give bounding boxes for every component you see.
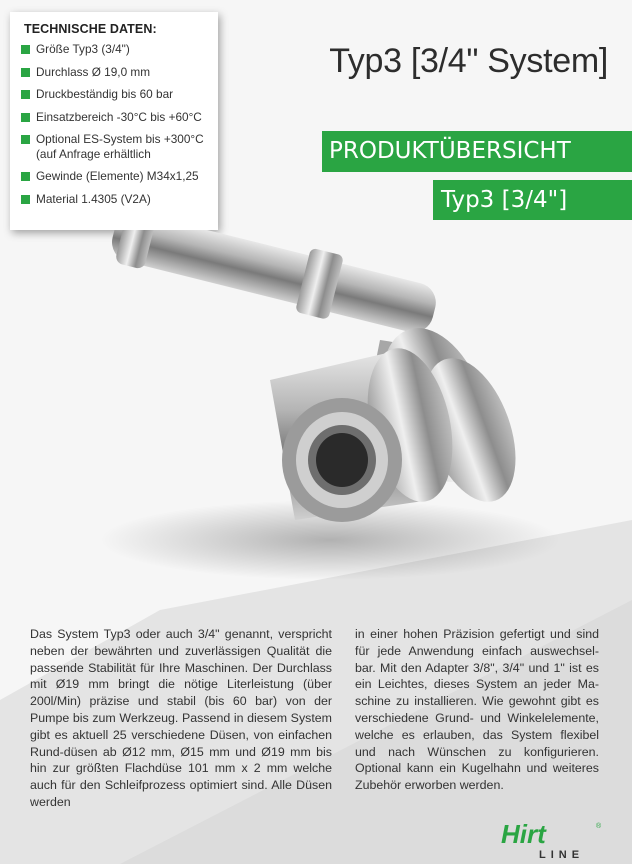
logo-sub: LINE [539,849,585,861]
logo-word: Hirt [501,819,546,849]
spec-item: Einsatzbereich -30°C bis +60°C [20,110,218,125]
green-square-bullet-icon [21,90,30,99]
green-square-bullet-icon [21,135,30,144]
page-title: Typ3 [3/4" System] [329,42,608,80]
spec-item: Druckbeständig bis 60 bar [20,87,218,102]
hirt-line-logo [497,818,607,862]
nozzle-elbow-product-image [80,230,560,590]
spec-item: Größe Typ3 (3/4") [20,42,218,57]
spec-item: Gewinde (Elemente) M34x1,25 [20,169,218,184]
technical-data-list [20,42,218,206]
green-square-bullet-icon [21,195,30,204]
spec-item: Optional ES-System bis +300°C (auf Anfrage erhältlich [20,132,218,161]
green-square-bullet-icon [21,172,30,181]
product-overview-banner: PRODUKTÜBERSICHT [322,131,632,172]
description-column-right: in einer hohen Präzision gefertigt und sind für jede Anwendung einfach auswechsel-bar. Mit den Adapter 3/8", 3/4" und 1" ist es ein Leichtes, dieses System an jeder Ma-schine zu installieren. Wie gewohnt gibt es verschiedene Grund- und Winkelelemente, welche es erlauben, das System flexibel und nach Wünschen zu konfigurieren. Optional kann ein Kugelhahn und weiteres Zubehör erworben werden. [355,627,599,793]
green-square-bullet-icon [21,68,30,77]
logo-mark: ® [596,823,602,830]
green-square-bullet-icon [21,113,30,122]
green-square-bullet-icon [21,45,30,54]
spec-item: Material 1.4305 (V2A) [20,192,218,207]
technical-data-title: TECHNISCHE DATEN: [24,22,157,36]
spec-item: Durchlass Ø 19,0 mm [20,65,218,80]
description-column-left: Das System Typ3 oder auch 3/4" genannt, verspricht neben der bewährten und zuverlässigen Qualität die passende Stabilität für Ihre Maschinen. Der Durchlass mit Ø19 mm bringt die nötige Literleistung (über 200l/Min) präzise und stabil (bis 60 bar) von der Pumpe bis zum Werkzeug. Passend in diesem System gibt es aktuell 25 verschiedene Düsen, von einfachen Rund-düsen ab Ø12 mm, Ø15 mm und Ø19 mm bis hin zur größten Flachdüse 101 mm x 2 mm welche auch für den Schleifprozess optimiert sind. Alle Düsen werden [30,627,332,809]
product-type-banner: Typ3 [3/4"] [433,180,632,220]
technical-data-box [10,12,218,230]
